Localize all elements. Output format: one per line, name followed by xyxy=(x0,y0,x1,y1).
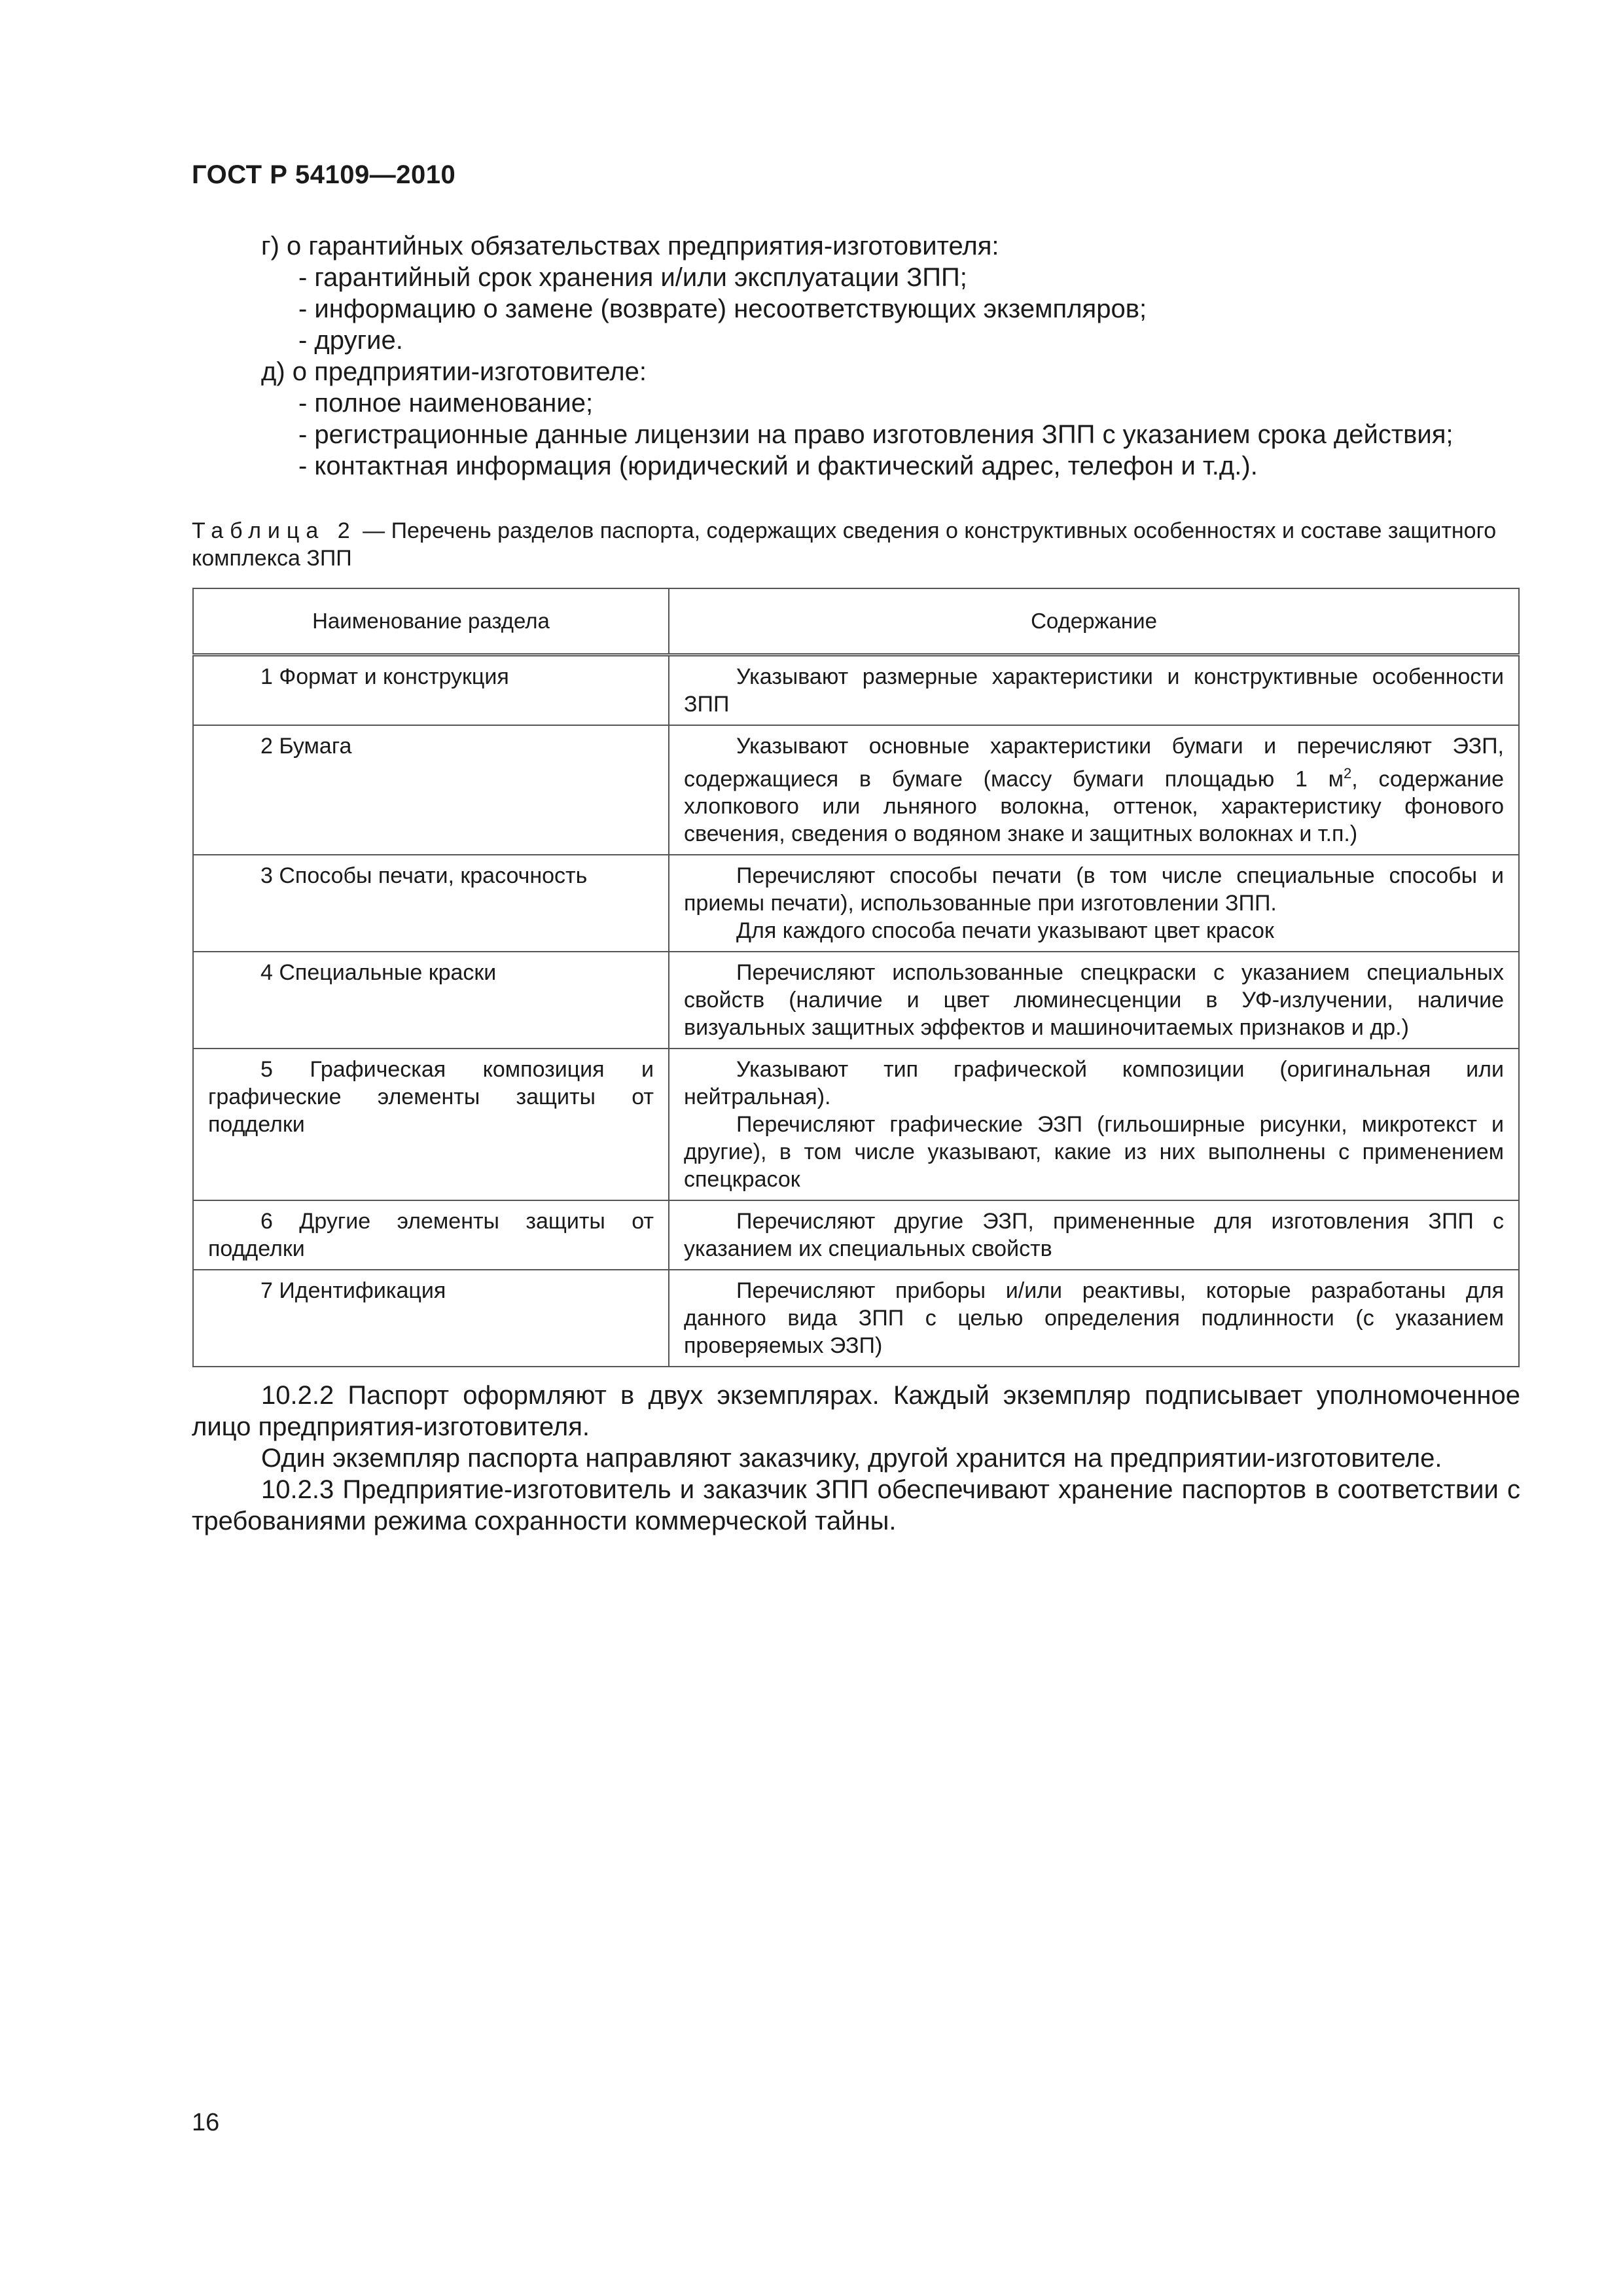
table-row xyxy=(193,855,1519,952)
table-row xyxy=(193,725,1519,855)
paragraph-10-2-2: 10.2.2 Паспорт оформляют в двух экземплярах. Каждый экземпляр подписывает уполномоченное лицо предприятия-изготовителя. xyxy=(192,1381,1520,1441)
section-content: Перечисляют использованные спецкраски с указанием специальных свойств (наличие и цвет люминесценции в УФ-излучении, наличие визуальных защитных эффектов и машиночитаемых признаков и др.) xyxy=(684,960,1504,1041)
section-name: 4 Специальные краски xyxy=(260,960,497,986)
table-row xyxy=(193,952,1519,1049)
document-header: ГОСТ Р 54109—2010 xyxy=(192,160,456,189)
list-group-title: д) о предприятии-изготовителе: xyxy=(261,357,647,386)
table-row xyxy=(193,655,1519,726)
section-name-cell xyxy=(193,655,669,726)
list-item: - контактная информация (юридический и фактический адрес, телефон и т.д.). xyxy=(298,452,1258,480)
table-header-row xyxy=(193,588,1519,655)
column-header-section-name: Наименование раздела xyxy=(193,588,669,655)
list-item: - информацию о замене (возврате) несоответствующих экземпляров; xyxy=(298,295,1147,323)
section-name-cell xyxy=(193,725,669,855)
paragraph: Один экземпляр паспорта направляют заказчику, другой хранится на предприятии-изготовителе. xyxy=(261,1444,1442,1473)
section-name-cell xyxy=(193,1200,669,1270)
paragraph-10-2-3: 10.2.3 Предприятие-изготовитель и заказчик ЗПП обеспечивают хранение паспортов в соответствии с требованиями режима сохранности коммерческой тайны. xyxy=(192,1475,1520,1535)
section-name: 6 Другие элементы защиты от подделки xyxy=(208,1209,654,1262)
section-content: Перечисляют приборы и/или реактивы, которые разработаны для данного вида ЗПП с целью определения подлинности (с указанием проверяемых ЭЗП) xyxy=(684,1278,1504,1359)
section-content: Указывают тип графической композиции (оригинальная или нейтральная). xyxy=(684,1057,1504,1110)
list-item: - гарантийный срок хранения и/или эксплуатации ЗПП; xyxy=(298,263,967,292)
column-header-content: Содержание xyxy=(669,588,1519,655)
section-content: Перечисляют графические ЭЗП (гильоширные рисунки, микротекст и другие), в том числе указывают, какие из них выполнены с применением спецкрасок xyxy=(684,1112,1504,1193)
section-content xyxy=(684,732,1504,848)
section-name-cell xyxy=(193,1049,669,1200)
section-name: 7 Идентификация xyxy=(260,1278,446,1304)
table-caption-text: — Перечень разделов паспорта, содержащих сведения о конструктивных особенностях и составе защитного комплекса ЗПП xyxy=(192,518,1497,571)
section-content: Указывают размерные характеристики и конструктивные особенности ЗПП xyxy=(684,664,1504,717)
section-content-cell xyxy=(669,952,1519,1049)
page-number: 16 xyxy=(192,2109,220,2136)
superscript: 2 xyxy=(1344,765,1352,781)
content-text: , содержание хлопкового или льняного волокна, оттенок, характеристику фонового свечения, сведения о водяном знаке и защитных волокнах и т.п.) xyxy=(684,766,1504,847)
section-name-cell xyxy=(193,855,669,952)
section-content-cell xyxy=(669,725,1519,855)
list-group-title: г) о гарантийных обязательствах предприятия-изготовителя: xyxy=(261,232,999,260)
section-name-cell xyxy=(193,952,669,1049)
section-content-cell xyxy=(669,855,1519,952)
section-name: 1 Формат и конструкция xyxy=(260,664,509,689)
table-row xyxy=(193,1200,1519,1270)
content-text: Указывают основные характеристики бумаги и перечисляют ЭЗП, содержащиеся в бумаге (массу бумаги площадью 1 м xyxy=(684,734,1504,792)
section-name: 3 Способы печати, красочность xyxy=(260,863,588,889)
section-content: Перечисляют другие ЭЗП, примененные для изготовления ЗПП с указанием их специальных свойств xyxy=(684,1209,1504,1262)
body-paragraphs xyxy=(192,1380,1520,1537)
section-content-cell xyxy=(669,1049,1519,1200)
list-item: - регистрационные данные лицензии на право изготовления ЗПП с указанием срока действия; xyxy=(298,420,1454,449)
list-item: - другие. xyxy=(298,326,403,355)
table-caption-label: Таблица 2 xyxy=(192,518,357,543)
section-name-cell xyxy=(193,1270,669,1367)
requirements-list xyxy=(192,230,1520,482)
table-row xyxy=(193,1049,1519,1200)
section-content-cell xyxy=(669,655,1519,726)
table-row xyxy=(193,1270,1519,1367)
section-content: Для каждого способа печати указывают цвет красок xyxy=(736,918,1274,944)
section-name: 2 Бумага xyxy=(260,734,352,759)
section-content: Перечисляют способы печати (в том числе специальные способы и приемы печати), использованные при изготовлении ЗПП. xyxy=(684,863,1504,916)
list-item: - полное наименование; xyxy=(298,389,594,418)
table-caption xyxy=(192,517,1520,572)
section-content-cell xyxy=(669,1200,1519,1270)
passport-sections-table xyxy=(192,588,1520,1367)
section-name: 5 Графическая композиция и графические элементы защиты от подделки xyxy=(208,1057,654,1138)
section-content-cell xyxy=(669,1270,1519,1367)
